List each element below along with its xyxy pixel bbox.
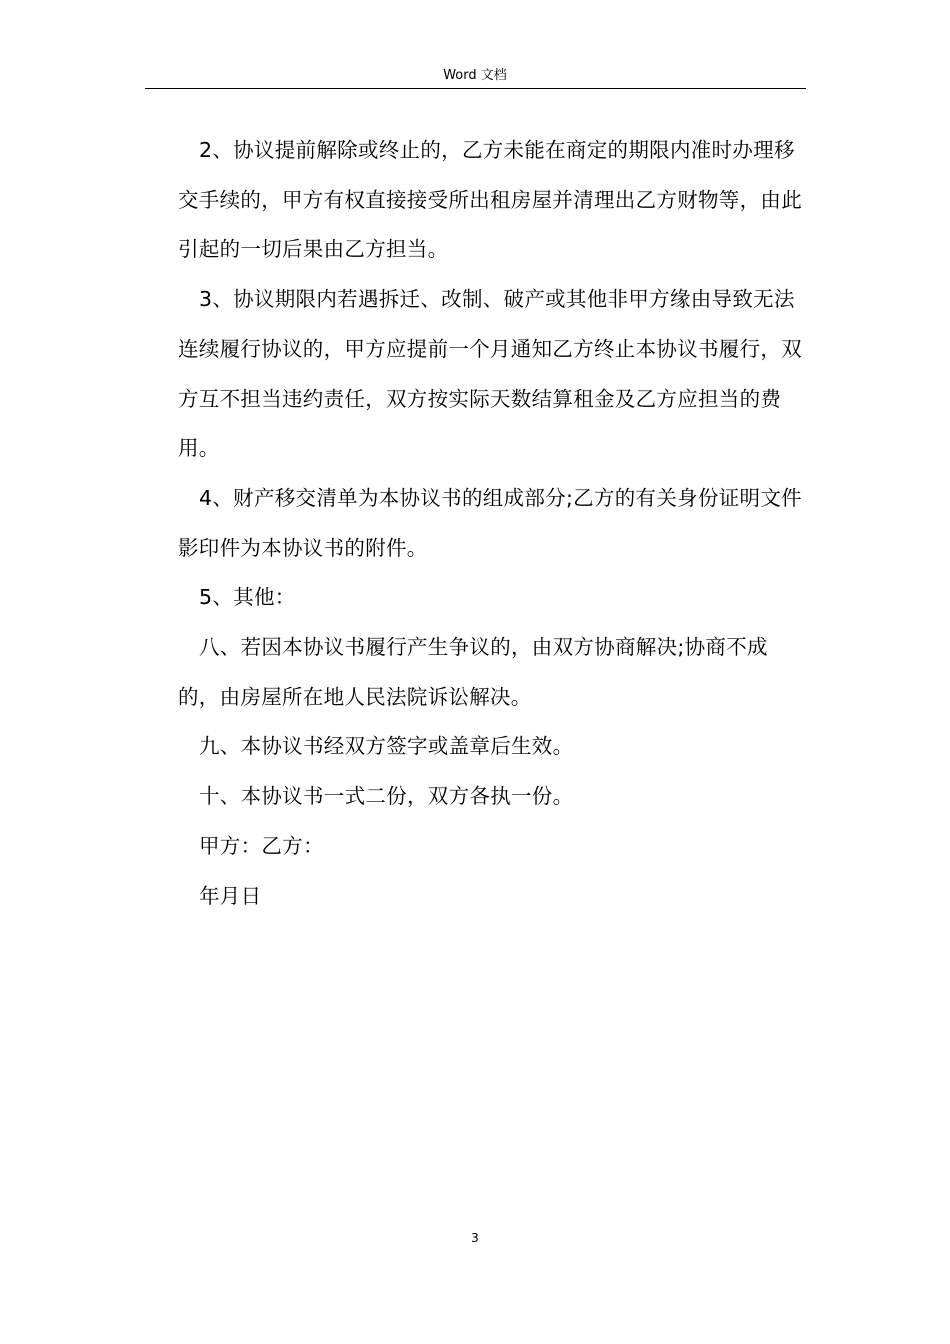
header-divider — [145, 88, 806, 89]
article-9-paragraph: 九、本协议书经双方签字或盖章后生效。 — [199, 734, 574, 759]
article-10-paragraph: 十、本协议书一式二份，双方各执一份。 — [199, 784, 574, 809]
date-line: 年月日 — [199, 883, 262, 908]
document-body — [178, 126, 806, 921]
page-number: 3 — [471, 1231, 479, 1245]
clause-3-paragraph: 3、协议期限内若遇拆迁、改制、破产或其他非甲方缘由导致无法连续履行协议的，甲方应提前一个月通知乙方终止本协议书履行，双方互不担当违约责任，双方按实际天数结算租金及乙方应担当的费用。 — [178, 287, 802, 461]
article-8-paragraph: 八、若因本协议书履行产生争议的，由双方协商解决;协商不成的，由房屋所在地人民法院诉讼解决。 — [178, 635, 768, 709]
clause-5-paragraph: 5、其他： — [199, 585, 296, 610]
clause-2-paragraph: 2、协议提前解除或终止的，乙方未能在商定的期限内准时办理移交手续的，甲方有权直接接受所出租房屋并清理出乙方财物等，由此引起的一切后果由乙方担当。 — [178, 138, 802, 262]
signature-parties-line: 甲方：乙方： — [199, 833, 324, 858]
page-header: Word 文档 — [443, 68, 507, 83]
clause-4-paragraph: 4、财产移交清单为本协议书的组成部分;乙方的有关身份证明文件影印件为本协议书的附件。 — [178, 485, 802, 560]
